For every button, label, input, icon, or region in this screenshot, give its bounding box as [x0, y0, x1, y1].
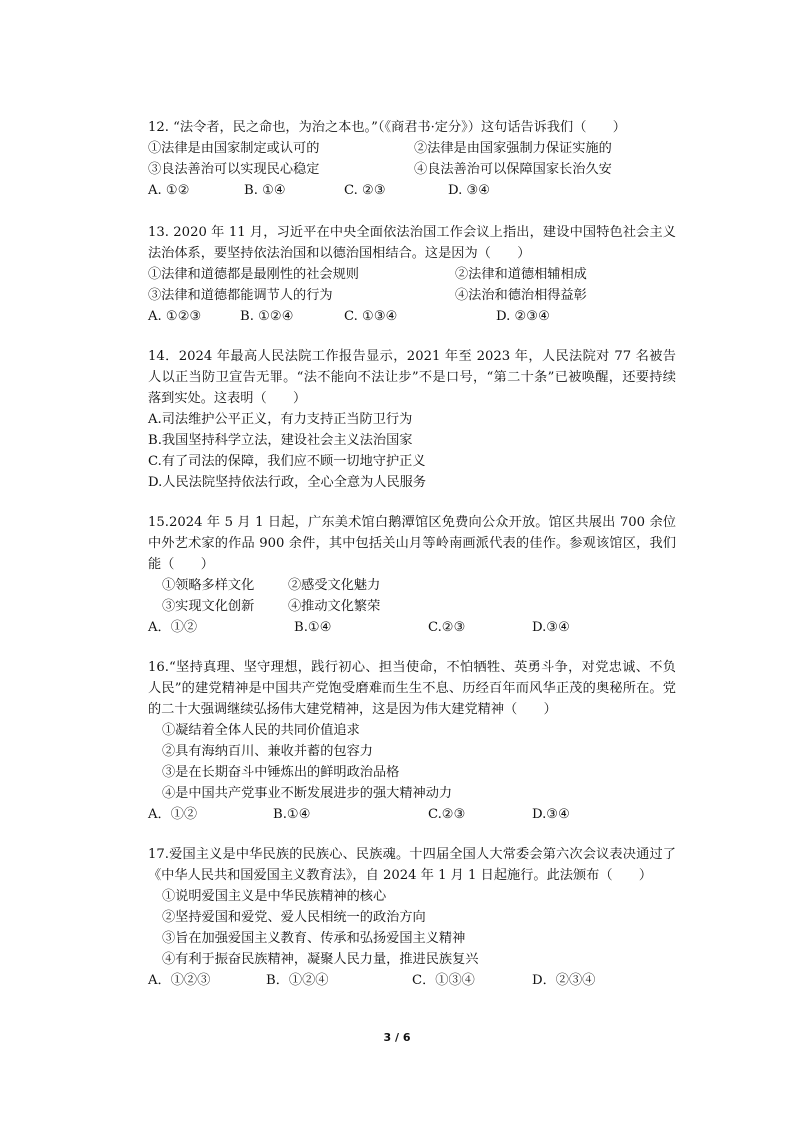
question-14 [148, 346, 676, 493]
question-15 [148, 512, 676, 638]
answer-choice-a: A. ①②③ [148, 309, 202, 324]
answer-choice-a: A．①②③ [148, 973, 211, 988]
answer-choice-d: D. ③④ [448, 183, 491, 198]
answer-choice-c: C. ①③④ [344, 309, 398, 324]
answer-choice-b: B. ①②④ [240, 309, 294, 324]
option-item: A.司法维护公平正义，有力支持正当防卫行为 [148, 412, 413, 427]
option-row [148, 575, 676, 596]
option-item: ②具有海纳百川、兼收并蓄的包容力 [162, 744, 373, 759]
answer-row [148, 970, 676, 991]
answer-choice-a: A．①② [148, 807, 198, 822]
option-item: B.我国坚持科学立法，建设社会主义法治国家 [148, 433, 413, 448]
answer-choice-b: B.①④ [273, 807, 311, 822]
option-item: ③良法善治可以实现民心稳定 [148, 162, 320, 177]
option-item: ②法律是由国家强制力保证实施的 [414, 141, 612, 156]
option-row [148, 138, 676, 159]
answer-row [148, 180, 676, 201]
question-stem: 17.爱国主义是中华民族的民族心、民族魂。十四届全国人大常委会第六次会议表决通过了《中华人民共和国爱国主义教育法》，自 2024 年 1 月 1 日起施行。此法颁布（ ） [148, 847, 676, 883]
option-item: ①凝结着全体人民的共同价值追求 [162, 723, 360, 738]
answer-row [148, 306, 676, 327]
option-item: C.有了司法的保障，我们应不顾一切地守护正义 [148, 454, 426, 469]
question-stem: 14．2024 年最高人民法院工作报告显示，2021 年至 2023 年，人民法院对 77 名被告人以正当防卫宣告无罪。“法不能向不法让步”不是口号，“第二十条”已被唤醒，还要持续落到实处。这表明（ ） [148, 349, 676, 406]
option-item: ④推动文化繁荣 [288, 599, 381, 614]
option-item: ③是在长期奋斗中锤炼出的鲜明政治品格 [162, 765, 400, 780]
option-item: ②坚持爱国和爱党、爱人民相统一的政治方向 [162, 910, 426, 925]
option-item: ①领略多样文化 [162, 578, 255, 593]
answer-choice-a: A．①② [148, 620, 198, 635]
option-item: ④有利于振奋民族精神，凝聚人民力量，推进民族复兴 [162, 952, 479, 967]
answer-choice-c: C.②③ [428, 807, 466, 822]
option-row [148, 159, 676, 180]
option-item: ③实现文化创新 [162, 599, 255, 614]
answer-choice-d: D.③④ [532, 807, 570, 822]
answer-row [148, 617, 676, 638]
option-item: ②感受文化魅力 [288, 578, 381, 593]
option-row [148, 264, 676, 285]
option-item: ②法律和道德相辅相成 [455, 267, 587, 282]
option-item: ④是中国共产党事业不断发展进步的强大精神动力 [162, 786, 453, 801]
option-item: ①说明爱国主义是中华民族精神的核心 [162, 889, 387, 904]
question-stem: 16.“坚持真理、坚守理想，践行初心、担当使命，不怕牺牲、英勇斗争，对党忠诚、不负人民”的建党精神是中国共产党饱受磨难而生生不息、历经百年而风华正茂的奥秘所在。党的二十大强调继续弘扬伟大建党精神，这是因为伟大建党精神（ ） [148, 660, 676, 717]
question-17 [148, 844, 676, 991]
option-item: ③旨在加强爱国主义教育、传承和弘扬爱国主义精神 [162, 931, 466, 946]
answer-choice-b: B．①②④ [266, 973, 329, 988]
option-item: ①法律是由国家制定或认可的 [148, 141, 320, 156]
answer-row [148, 804, 676, 825]
page-number: 3 / 6 [383, 1031, 411, 1044]
question-stem: 15.2024 年 5 月 1 日起，广东美术馆白鹅潭馆区免费向公众开放。馆区共展出 700 余位中外艺术家的作品 900 余件，其中包括关山月等岭南画派代表的佳作。参观该馆区，我们能（ ） [148, 515, 676, 572]
option-item: ①法律和道德都是最刚性的社会规则 [148, 267, 359, 282]
option-item: ④法治和德治相得益彰 [455, 288, 587, 303]
option-row [148, 285, 676, 306]
answer-choice-d: D. ②③④ [496, 309, 550, 324]
answer-choice-c: C．①③④ [412, 973, 475, 988]
answer-choice-b: B.①④ [294, 620, 332, 635]
question-13 [148, 222, 676, 327]
option-item: D.人民法院坚持依法行政，全心全意为人民服务 [148, 475, 427, 490]
question-12 [148, 117, 676, 201]
question-stem: 12. “法令者，民之命也，为治之本也。”（《商君书·定分》）这句话告诉我们（ ） [148, 120, 626, 135]
question-stem: 13. 2020 年 11 月，习近平在中央全面依法治国工作会议上指出，建设中国特色社会主义法治体系，要坚持依法治国和以德治国相结合。这是因为（ ） [148, 225, 676, 261]
question-16 [148, 657, 676, 825]
answer-choice-c: C. ②③ [344, 183, 386, 198]
answer-choice-d: D.③④ [532, 620, 570, 635]
option-item: ④良法善治可以保障国家长治久安 [414, 162, 612, 177]
answer-choice-c: C.②③ [428, 620, 466, 635]
answer-choice-b: B. ①④ [244, 183, 286, 198]
option-item: ③法律和道德都能调节人的行为 [148, 288, 333, 303]
answer-choice-a: A. ①② [148, 183, 190, 198]
option-row [148, 596, 676, 617]
answer-choice-d: D．②③④ [532, 973, 596, 988]
